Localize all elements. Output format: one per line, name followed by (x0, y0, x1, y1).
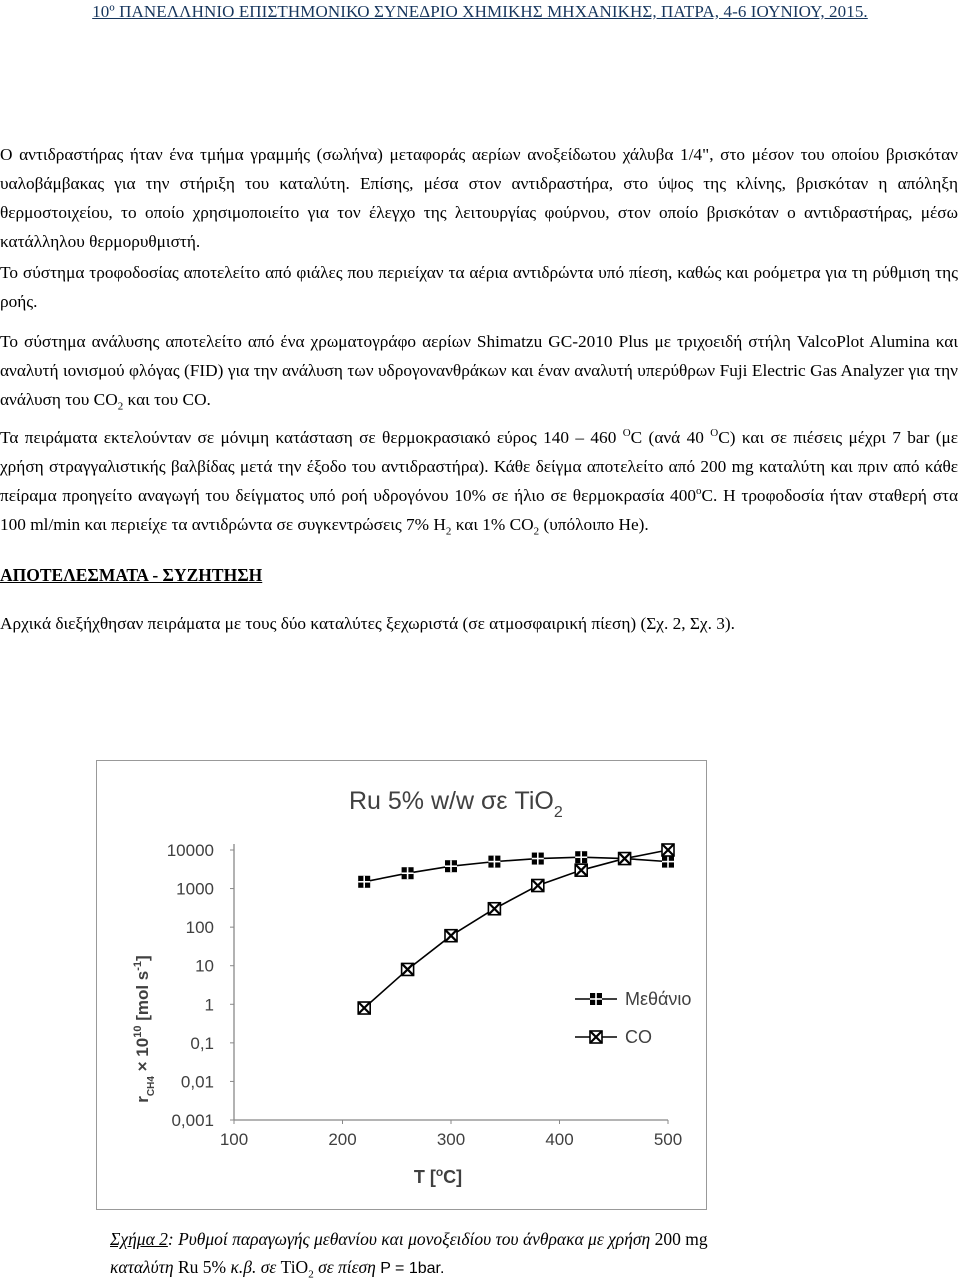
chart-title (349, 787, 563, 821)
caption-text-b: καταλύτη (110, 1257, 178, 1277)
p4-text-d: C. Η τροφοδοσία ήταν σταθερή στα 100 ml/min και περιείχε τα αντιδρώντα σε συγκεντρώσεις 7% H (0, 486, 959, 534)
chart-frame (96, 760, 707, 1210)
caption-text-a: Ρυθμοί παραγωγής μεθανίου και μονοξειδίου του άνθρακα με χρήση (173, 1229, 655, 1249)
x-axis-label-end: C] (443, 1167, 463, 1187)
paragraph-analysis-system (0, 327, 958, 414)
legend-marker (590, 993, 602, 1005)
y-tick-label: 0,01 (180, 1072, 214, 1092)
chart-legend (575, 989, 691, 1047)
data-point (532, 853, 544, 865)
data-point (662, 844, 674, 856)
data-point (358, 1002, 370, 1014)
legend-entry (575, 989, 691, 1009)
y-axis-label (132, 955, 157, 1102)
figure-caption (110, 1225, 850, 1283)
y-axis-label-sub: CH4 (146, 1076, 157, 1097)
caption-pressure: P = 1bar. (380, 1260, 445, 1277)
y-tick-label: 100 (185, 918, 214, 938)
y-axis-label-end: [mol s (133, 970, 152, 1026)
x-axis-label (414, 1165, 462, 1187)
y-tick-label: 1000 (176, 879, 214, 899)
p4-text-f: (υπόλοιπο He). (539, 515, 649, 534)
data-point (358, 876, 370, 888)
x-axis-label-text: T [ (413, 1167, 436, 1187)
chart-title-sub: 2 (553, 804, 563, 821)
svg-text:Ru 5% w/w σε TiO2 (349, 787, 563, 821)
y-axis-label-mid: × 10 (133, 1037, 152, 1077)
p4-sub-1: 2 (445, 525, 452, 538)
data-point (445, 930, 457, 942)
p4-text-b: C (ανά 40 (630, 428, 711, 447)
x-axis-label-sup: o (435, 1165, 444, 1179)
p4-sup-3: o (695, 485, 702, 498)
caption-text-c: κ.β. σε (226, 1257, 281, 1277)
caption-tio: TiO (280, 1257, 309, 1277)
x-tick-label: 400 (545, 1130, 574, 1149)
p3-text-b: και του CO. (123, 390, 211, 409)
p3-sub: 2 (117, 400, 124, 413)
y-tick-label: 0,1 (190, 1033, 214, 1053)
data-point (488, 903, 500, 915)
x-tick-label: 200 (328, 1130, 357, 1149)
paragraph-results-intro: Αρχικά διεξήχθησαν πειράματα με τους δύο καταλύτες ξεχωριστά (σε ατμοσφαιρική πίεση) (Σχ. 2, Σχ. 3). (0, 614, 735, 633)
data-point (575, 864, 587, 876)
x-tick-labels (220, 1130, 682, 1149)
caption-mg: 200 mg (654, 1229, 708, 1249)
caption-text-d: σε πίεση (313, 1257, 381, 1277)
p4-sup-2: O (710, 427, 719, 440)
chart-axes (230, 844, 668, 1124)
p4-text-a: Τα πειράματα εκτελούνταν σε μόνιμη κατάσταση σε θερμοκρασιακό εύρος 140 – 460 (0, 428, 623, 447)
y-axis-label-sup1: 10 (132, 1025, 144, 1038)
caption-colon: : (167, 1229, 174, 1249)
y-axis-label-sup2: -1 (132, 960, 144, 971)
data-point (445, 860, 457, 872)
conference-header: 10º ΠΑΝΕΛΛΗΝΙΟ ΕΠΙΣΤΗΜΟΝΙΚΟ ΣΥΝΕΔΡΙΟ ΧΗΜΙΚΗΣ ΜΗΧΑΝΙΚΗΣ, ΠΑΤΡΑ, 4-6 ΙΟΥΝΙΟΥ, 2015. (92, 2, 868, 21)
data-point (488, 856, 500, 868)
data-point (402, 963, 414, 975)
x-tick-label: 500 (653, 1130, 683, 1149)
p4-text-c: C) και σε πιέσεις μέχρι 7 bar (με χρήση στραγγαλιστικής βαλβίδας μετά την έξοδο του αντιδραστήρα). Κάθε δείγμα αποτελείτο από 200 mg καταλύτη και πριν από κάθε πείραμα προηγείτο αναγωγή του δείγματος υπό ροή υδρογόνου 10% σε ήλιο σε θερμοκρασία 400 (0, 428, 959, 505)
data-point (662, 856, 674, 868)
data-point (619, 853, 631, 865)
paragraph-feed-system: Το σύστημα τροφοδοσίας αποτελείτο από φιάλες που περιείχαν τα αέρια αντιδρώντα υπό πίεση, καθώς και ροόμετρα για τη ρύθμιση της ροής. (0, 263, 958, 311)
p4-sub-2: 2 (533, 525, 540, 538)
y-tick-label: 10 (195, 956, 214, 976)
p4-text-e: και 1% CO (451, 515, 534, 534)
p4-sup-1: O (622, 427, 631, 440)
data-point (575, 851, 587, 863)
legend-label: Μεθάνιο (625, 989, 692, 1009)
legend-entry (575, 1027, 652, 1047)
data-point (532, 880, 544, 892)
y-axis-label-r: r (133, 1096, 152, 1103)
legend-label: CO (625, 1027, 652, 1047)
x-tick-label: 100 (219, 1130, 249, 1149)
caption-tio-sub: 2 (308, 1268, 314, 1281)
chart-title-text: Ru 5% w/w σε TiO (349, 787, 554, 815)
y-tick-label: 10000 (166, 841, 214, 860)
paragraph-experiments (0, 423, 958, 539)
rate-chart (97, 761, 705, 1208)
x-tick-label: 300 (436, 1130, 466, 1149)
legend-marker (590, 1031, 602, 1043)
section-heading: ΑΠΟΤΕΛΕΣΜΑΤΑ - ΣΥΖΗΤΗΣΗ (0, 565, 263, 585)
y-tick-labels (167, 841, 214, 1130)
paragraph-reactor: Ο αντιδραστήρας ήταν ένα τμήμα γραμμής (σωλήνα) μεταφοράς αερίων ανοξείδωτου χάλυβα 1/4", στο μέσον του οποίου βρισκόταν υαλοβάμβακας για την στήριξη του καταλύτη. Επίσης, μέσα στον αντιδραστήρα, στο ύψος της κλίνης, βρισκόταν η απόληξη θερμοστοιχείου, το οποίο χρησιμοποιείτο για τον έλεγχο της λειτουργίας φούρνου, στον οποίο βρισκόταν ο αντιδραστήρας, μέσω κατάλληλου θερμορυθμιστή. (0, 145, 958, 251)
caption-label: Σχήμα 2 (110, 1229, 168, 1249)
caption-ru: Ru 5% (177, 1257, 227, 1277)
y-tick-label: 0,001 (171, 1111, 214, 1130)
y-tick-label: 1 (204, 995, 214, 1015)
p3-text-a: Το σύστημα ανάλυσης αποτελείτο από ένα χρωματογράφο αερίων Shimatzu GC-2010 Plus με τριχοειδή στήλη ValcoPlot Alumina και αναλυτή ιονισμού φλόγας (FID) για την ανάλυση των υδρογονανθράκων και έναν αναλυτή υπερύθρων Fuji Electric Gas Analyzer για την ανάλυση του CO (0, 332, 958, 409)
data-point (402, 867, 414, 879)
y-axis-label-close: ] (133, 955, 152, 961)
